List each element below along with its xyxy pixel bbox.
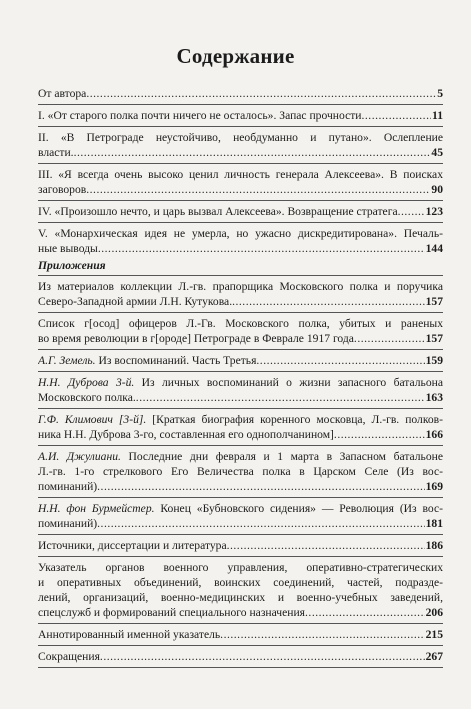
- page-number: 157: [425, 295, 443, 308]
- page-number: 169: [425, 480, 443, 493]
- page-number: 45: [431, 146, 443, 159]
- entry-author: Н.Н. фон Бурмейстер.: [38, 502, 155, 515]
- toc-appendix-3: А.Г. Земель. Из воспоминаний. Часть Третья ..... 159: [38, 353, 443, 368]
- entry-author: Г.Ф. Климович [3-й].: [38, 413, 147, 426]
- toc-appendix-1: Из материалов коллекции Л.-гв. прапорщика Московского полка и поручика Северо-Западной армии Л.Н. Кутукова. ..... 157: [38, 279, 443, 309]
- page-number: 157: [425, 332, 443, 345]
- toc-appendix-4: Н.Н. Дуброва 3-й. Из личных воспоминаний о жизни запасного батальона Московского полка. ..... 163: [38, 375, 443, 405]
- toc-appendix-2: Список г[осод] офицеров Л.-Гв. Московского полка, убитых и раненых во время революции в г[ороде] Петрограде в Феврале 1917 года ..... 157: [38, 316, 443, 346]
- entry-author: Н.Н. Дуброва 3-й.: [38, 376, 135, 389]
- page-number: 123: [425, 205, 443, 218]
- toc-entry-chapter-2: II. «В Петрограде неустойчиво, необдуманно и путано». Ослепление власти. ..... 45: [38, 130, 443, 160]
- toc-entry-chapter-3: III. «Я всегда очень высоко ценил личность генерала Алексеева». В поисках заговоров ..... 90: [38, 167, 443, 197]
- page-number: 144: [425, 242, 443, 255]
- toc-index-organs: Указатель органов военного управления, оперативно-стратегических и оперативных объединений, воинских соединений, частей, подразде- лений, организаций, военно-медицинских и военно-учебных заведений, спецслужб и формирований специального назначения ..... 206: [38, 560, 443, 620]
- appendix-heading: Приложения: [38, 259, 106, 272]
- page-number: 215: [425, 628, 443, 641]
- page-number: 166: [425, 428, 443, 441]
- page-title: Содержание: [176, 44, 295, 68]
- toc-sources: Источники, диссертации и литература ..... 186: [38, 538, 443, 553]
- page-number: 163: [425, 391, 443, 404]
- toc-name-index: Аннотированный именной указатель ..... 215: [38, 627, 443, 642]
- toc-entries: [38, 86, 443, 671]
- toc-entry-chapter-1: I. «От старого полка почти ничего не осталось». Запас прочности ..... 11: [38, 108, 443, 123]
- page-number: 159: [425, 354, 443, 367]
- toc-appendix-5: Г.Ф. Климович [3-й]. [Краткая биография коренного московца, Л.-гв. полков- ника Н.Н. Дуброва 3-го, составленная его однополчанином] ..... 166: [38, 412, 443, 442]
- toc-entry-chapter-4: IV. «Произошло нечто, и царь вызвал Алексеева». Возвращение стратега ..... 123: [38, 204, 443, 219]
- entry-author: А.И. Джулиани.: [38, 450, 121, 463]
- page-number: 5: [437, 87, 443, 100]
- toc-appendix-7: Н.Н. фон Бурмейстер. Конец «Бубновского сидения» — Революция (Из вос- поминаний) ..... 181: [38, 501, 443, 531]
- toc-entry-chapter-5: V. «Монархическая идея не умерла, но ужасно дискредитирована». Печаль- ные выводы ..... 144: [38, 226, 443, 256]
- page-number: 90: [431, 183, 443, 196]
- page-number: 186: [425, 539, 443, 552]
- toc-abbreviations: Сокращения ..... 267: [38, 649, 443, 664]
- page-number: 267: [425, 650, 443, 663]
- page-number: 206: [425, 606, 443, 619]
- page-number: 181: [425, 517, 443, 530]
- toc-entry-author: От автора ..... 5: [38, 86, 443, 101]
- toc-appendix-6: А.И. Джулиани. Последние дни февраля и 1 марта в Запасном батальоне Л.-гв. 1-го стрелкового Его Величества полка в Царском Селе (Из вос- поминаний) ..... 169: [38, 449, 443, 494]
- page-number: 11: [432, 109, 443, 122]
- entry-author: А.Г. Земель.: [38, 354, 96, 367]
